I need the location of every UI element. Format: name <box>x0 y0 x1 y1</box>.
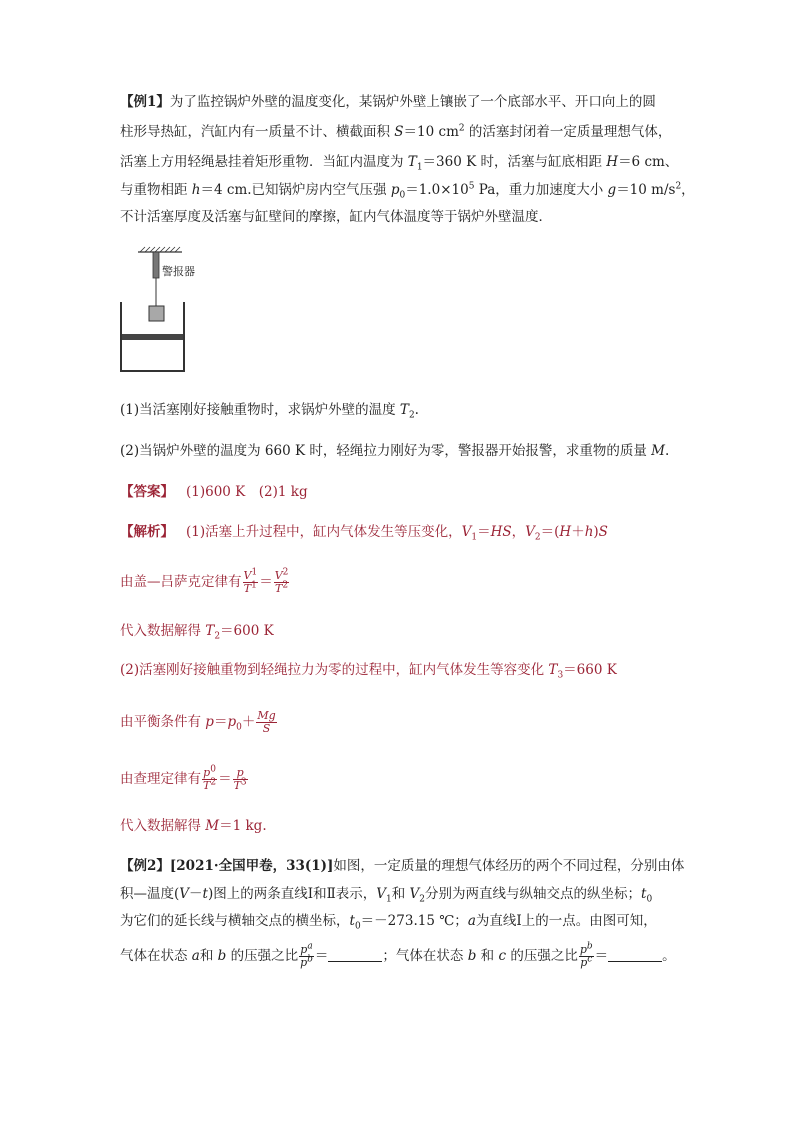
ex2-source: [2021·全国甲卷，33(1)] <box>169 858 334 874</box>
ex1-line-5: 不计活塞厚度及活塞与缸壁间的摩擦，缸内气体温度等于锅炉外壁温度． <box>120 209 552 225</box>
ratio-pa-pb: $\frac{p^a}{p^b}$ <box>300 941 313 969</box>
question-1: (1)当活塞刚好接触重物时，求锅炉外壁的温度 $T_2$. <box>120 402 419 421</box>
ex2-line-4: 气体在状态 a和 b 的压强之比 $\frac{p^a}{p^b}$ ＝ ；气体在状态 b 和 c 的压强之比 $\frac{p^b}{p^c}$ ＝ 。 <box>120 941 676 969</box>
fraction-v1-t1: $\frac{V^1}{T^1}$ <box>243 567 258 595</box>
ceiling-hatch <box>140 247 180 252</box>
charles-equation: 由查理定律有 $\frac{p^0}{T^2}$ ＝ $\frac{p}{T^3}$ <box>120 764 247 792</box>
ex2-line-3: 为它们的延长线与横轴交点的横坐标，$t_0=-273.15$ ℃；a为直线Ⅰ上的一点。由图可知， <box>120 913 657 932</box>
ex1-line-1: 【例1】为了监控锅炉外壁的温度变化，某锅炉外壁上镶嵌了一个底部水平、开口向上的圆 <box>120 94 656 110</box>
ex1-tag: 【例1】 <box>120 94 170 110</box>
solve-m: 代入数据解得 M＝1 kg. <box>120 818 267 834</box>
fraction-p-t3: $\frac{p}{T^3}$ <box>233 766 247 792</box>
ratio-pb-pc: $\frac{p^b}{p^c}$ <box>579 941 593 969</box>
gay-lussac-equation: 由盖—吕萨克定律有 $\frac{V^1}{T^1}$ ＝ $\frac{V^2}{T^2}$ <box>120 567 289 595</box>
alarm-label: 警报器 <box>162 265 195 278</box>
balance-equation: 由平衡条件有 $p=p_0+$ $\frac{Mg}{S}$ <box>120 709 276 735</box>
analysis-line-1: 【解析】 (1)活塞上升过程中，缸内气体发生等压变化，$V_1=HS$，$V_2=(H+h)S$ <box>120 524 608 543</box>
answer-text: (1)600 K (2)1 kg <box>186 484 308 500</box>
ex2-line-1: 【例2】[2021·全国甲卷，33(1)]如图，一定质量的理想气体经历的两个不同过程，分别由体 <box>120 858 685 874</box>
piston <box>122 334 183 340</box>
analysis-line-2: (2)活塞刚好接触重物到轻绳拉力为零的过程中，缸内气体发生等容变化 $T_3=660$ K <box>120 662 617 681</box>
answer-blank-1[interactable] <box>328 947 382 962</box>
alarm-device <box>153 252 159 278</box>
ex2-line-2: 积—温度(V－t)图上的两条直线Ⅰ和Ⅱ表示，$V_1$和 $V_2$分别为两直线与纵轴交点的纵坐标；$t_0$ <box>120 886 653 905</box>
fraction-mg-s: $\frac{Mg}{S}$ <box>257 709 276 735</box>
solve-t2: 代入数据解得 $T_2=600$ K <box>120 623 274 642</box>
ex1-line-2: 柱形导热缸，汽缸内有一质量不计、横截面积 S＝10 $cm^2$ 的活塞封闭着一定质量理想气体， <box>120 123 672 140</box>
ex1-line-4: 与重物相距 h＝4 cm.已知锅炉房内空气压强 $p_0=1.0\times 10^5$ Pa，重力加速度大小 g＝10 $m/s^2$， <box>120 181 695 201</box>
apparatus-figure <box>118 246 228 380</box>
fraction-p0-t2: $\frac{p^0}{T^2}$ <box>203 764 217 792</box>
weight-block <box>149 306 164 321</box>
ex1-line-3: 活塞上方用轻绳悬挂着矩形重物．当缸内温度为 $T_1=360$ K 时，活塞与缸底相距 H＝6 cm、 <box>120 154 679 173</box>
answer-tag: 【答案】 <box>120 484 174 500</box>
fraction-v2-t2: $\frac{V^2}{T^2}$ <box>274 567 289 595</box>
ex2-tag: 【例2】 <box>120 858 170 874</box>
answer-line <box>120 482 308 502</box>
answer-blank-2[interactable] <box>608 947 662 962</box>
analysis-tag: 【解析】 <box>120 524 174 540</box>
question-2: (2)当锅炉外壁的温度为 660 K 时，轻绳拉力刚好为零，警报器开始报警，求重物的质量 M. <box>120 443 670 459</box>
